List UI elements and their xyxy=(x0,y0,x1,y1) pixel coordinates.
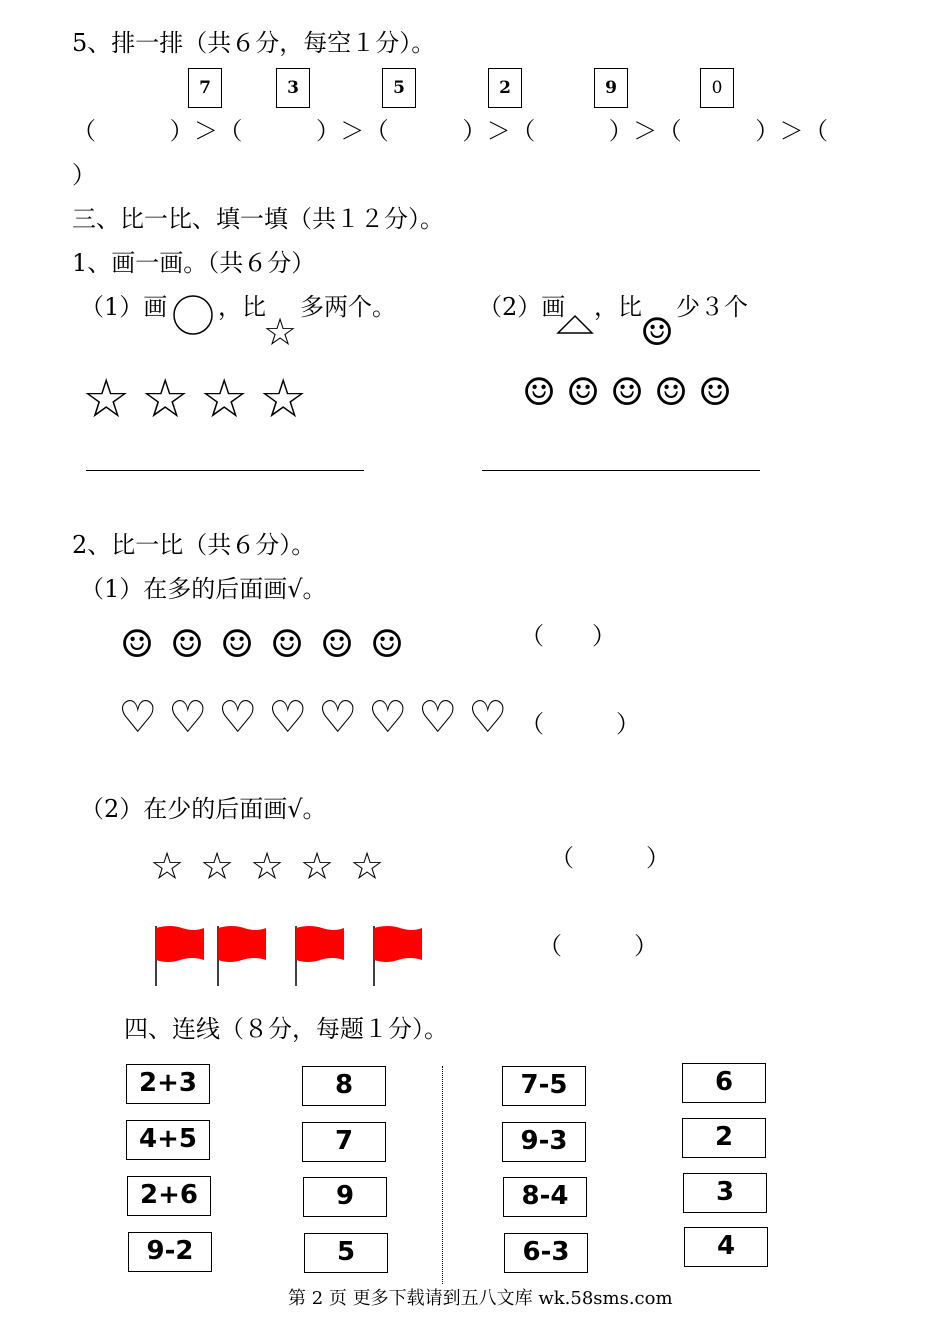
star-icon: ☆ xyxy=(141,367,190,430)
heart-icon: ♡ xyxy=(168,692,208,743)
smiley-icon: ☺ xyxy=(220,622,255,666)
heart-icon: ♡ xyxy=(318,692,358,743)
flag-icon xyxy=(214,924,270,988)
q1a-prefix: （1）画 xyxy=(80,293,168,321)
right-expression-box: 9-3 xyxy=(502,1122,586,1162)
smiley-icon: ☺ xyxy=(640,310,675,354)
right-expression-box: 8-4 xyxy=(503,1177,587,1217)
heart-icon: ♡ xyxy=(118,692,158,743)
answer-paren: （ ） xyxy=(520,622,616,650)
star-icon: ☆ xyxy=(200,367,249,430)
right-expression-box: 6-3 xyxy=(504,1233,588,1273)
q1a-suffix: 多两个。 xyxy=(300,293,396,321)
heart-icon: ♡ xyxy=(368,692,408,743)
left-answer-box: 8 xyxy=(302,1066,386,1106)
number-box: 7 xyxy=(188,68,222,108)
star-icon: ☆ xyxy=(250,844,285,888)
answer-paren: （ ） xyxy=(538,932,658,960)
answer-line xyxy=(482,470,760,471)
answer-line xyxy=(86,470,364,471)
heart-icon: ♡ xyxy=(268,692,308,743)
number-box: 3 xyxy=(276,68,310,108)
left-answer-box: 7 xyxy=(302,1122,386,1162)
circle-icon xyxy=(172,294,214,336)
smiley-icon: ☺ xyxy=(170,622,205,666)
left-expression-box: 2+6 xyxy=(127,1176,211,1216)
smiley-icon: ☺ xyxy=(320,622,355,666)
section-5-title: 5、排一排（共６分，每空１分）。 xyxy=(72,29,436,57)
star-icon: ☆ xyxy=(263,310,298,354)
number-box: 2 xyxy=(488,68,522,108)
star-icon: ☆ xyxy=(350,844,385,888)
number-box: 9 xyxy=(594,68,628,108)
left-answer-box: 9 xyxy=(303,1177,387,1217)
number-box: 0 xyxy=(700,68,734,108)
star-icon: ☆ xyxy=(300,844,335,888)
left-expression-box: 9-2 xyxy=(128,1232,212,1272)
left-expression-box: 4+5 xyxy=(126,1120,210,1160)
left-expression-box: 2+3 xyxy=(126,1064,210,1104)
right-answer-box: 6 xyxy=(682,1063,766,1103)
smiley-icon: ☺ xyxy=(610,370,645,414)
q1b-prefix: （2）画 xyxy=(478,293,566,321)
divider-dotted-line xyxy=(442,1066,443,1284)
right-answer-box: 2 xyxy=(682,1118,766,1158)
q2a-title: （1）在多的后面画√。 xyxy=(80,575,327,603)
answer-paren: （ ） xyxy=(550,844,670,872)
star-icon: ☆ xyxy=(82,367,131,430)
smiley-icon: ☺ xyxy=(698,370,733,414)
smiley-icon: ☺ xyxy=(270,622,305,666)
smiley-icon: ☺ xyxy=(370,622,405,666)
flag-icon xyxy=(370,924,426,988)
star-icon: ☆ xyxy=(259,367,308,430)
smiley-icon: ☺ xyxy=(522,370,557,414)
q1a-mid: ，比 xyxy=(218,293,266,321)
section-3-title: 三、比一比、填一填（共１２分）。 xyxy=(72,205,444,233)
right-answer-box: 4 xyxy=(684,1227,768,1267)
right-answer-box: 3 xyxy=(683,1173,767,1213)
section-4-title: 四、连线（８分，每题１分）。 xyxy=(124,1015,448,1043)
q1b-mid: ，比 xyxy=(594,293,642,321)
page-footer: 第 2 页 更多下载请到五八文库 wk.58sms.com xyxy=(288,1288,673,1309)
smiley-icon: ☺ xyxy=(120,622,155,666)
compare-row: （ ）＞（ ）＞（ ）＞（ ）＞（ ）＞（ xyxy=(72,117,829,145)
left-answer-box: 5 xyxy=(304,1233,388,1273)
answer-paren: （ ） xyxy=(520,710,640,738)
right-expression-box: 7-5 xyxy=(502,1066,586,1106)
heart-icon: ♡ xyxy=(468,692,508,743)
star-icon: ☆ xyxy=(150,844,185,888)
smiley-icon: ☺ xyxy=(654,370,689,414)
number-box: 5 xyxy=(382,68,416,108)
triangle-icon xyxy=(556,314,594,336)
smiley-icon: ☺ xyxy=(566,370,601,414)
heart-icon: ♡ xyxy=(418,692,458,743)
q1b-suffix: 少３个 xyxy=(676,293,748,321)
q2-title: 2、比一比（共６分）。 xyxy=(72,531,316,559)
star-icon: ☆ xyxy=(200,844,235,888)
q2b-title: （2）在少的后面画√。 xyxy=(80,795,327,823)
compare-row-tail: ） xyxy=(72,161,96,189)
flag-icon xyxy=(152,924,208,988)
heart-icon: ♡ xyxy=(218,692,258,743)
flag-icon xyxy=(292,924,348,988)
q1-title: 1、画一画。（共６分） xyxy=(72,249,316,277)
